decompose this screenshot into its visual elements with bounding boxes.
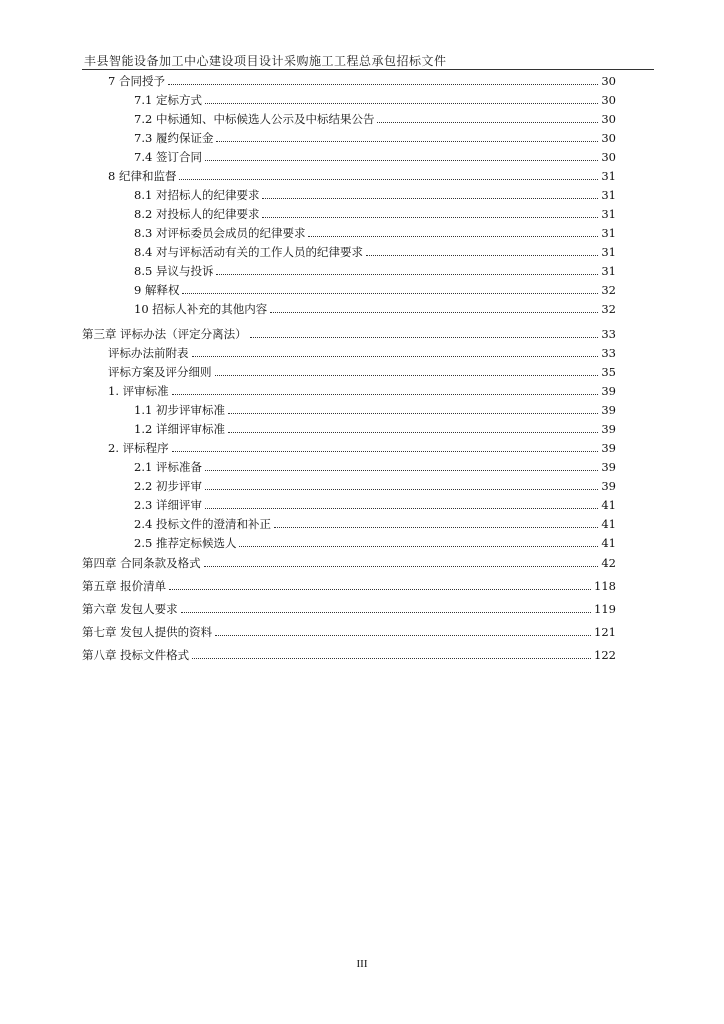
toc-entry[interactable]	[108, 72, 616, 90]
toc-entry[interactable]	[108, 363, 616, 381]
toc-entry-page: 39	[601, 403, 616, 417]
toc-entry-page: 121	[594, 625, 616, 639]
toc-dot-leader	[204, 566, 599, 567]
toc-entry-title: 第五章 报价清单	[82, 579, 167, 593]
toc-entry[interactable]	[134, 243, 616, 261]
toc-entry-title: 7 合同授予	[108, 74, 165, 88]
toc-dot-leader	[228, 432, 598, 433]
toc-entry[interactable]	[82, 325, 616, 343]
toc-entry-page: 41	[601, 498, 616, 512]
toc-entry[interactable]	[82, 623, 616, 641]
toc-entry[interactable]	[134, 496, 616, 514]
toc-dot-leader	[250, 337, 599, 338]
toc-entry-page: 39	[601, 441, 616, 455]
toc-entry-title: 2.2 初步评审	[134, 479, 202, 493]
toc-entry[interactable]	[134, 534, 616, 552]
toc-entry-title: 8.5 异议与投诉	[134, 264, 214, 278]
toc-dot-leader	[172, 394, 599, 395]
toc-entry[interactable]	[134, 148, 616, 166]
toc-dot-leader	[215, 635, 591, 636]
toc-entry-page: 39	[601, 422, 616, 436]
toc-entry[interactable]	[108, 439, 616, 457]
toc-entry-page: 31	[601, 264, 616, 278]
toc-entry-title: 8.2 对投标人的纪律要求	[134, 207, 260, 221]
toc-dot-leader	[192, 356, 599, 357]
toc-entry-page: 31	[601, 226, 616, 240]
toc-dot-leader	[274, 527, 598, 528]
toc-entry-page: 122	[594, 648, 616, 662]
toc-entry-page: 30	[601, 93, 616, 107]
toc-dot-leader	[169, 589, 591, 590]
toc-entry-title: 1.1 初步评审标准	[134, 403, 225, 417]
toc-entry[interactable]	[134, 205, 616, 223]
toc-dot-leader	[308, 236, 598, 237]
toc-entry[interactable]	[134, 281, 616, 299]
toc-entry[interactable]	[134, 224, 616, 242]
toc-entry-title: 7.3 履约保证金	[134, 131, 214, 145]
toc-entry[interactable]	[134, 477, 616, 495]
toc-entry-title: 8.3 对评标委员会成员的纪律要求	[134, 226, 306, 240]
toc-entry-page: 33	[601, 346, 616, 360]
toc-entry[interactable]	[108, 382, 616, 400]
toc-entry-title: 2.4 投标文件的澄清和补正	[134, 517, 271, 531]
toc-dot-leader	[262, 217, 598, 218]
toc-dot-leader	[270, 312, 598, 313]
toc-entry-title: 7.2 中标通知、中标候选人公示及中标结果公告	[134, 112, 375, 126]
toc-entry-title: 1.2 详细评审标准	[134, 422, 225, 436]
toc-dot-leader	[172, 451, 599, 452]
toc-entry[interactable]	[134, 401, 616, 419]
toc-entry[interactable]	[134, 515, 616, 533]
toc-entry-page: 33	[601, 327, 616, 341]
toc-entry-title: 2.3 详细评审	[134, 498, 202, 512]
toc-dot-leader	[181, 612, 591, 613]
toc-entry[interactable]	[134, 420, 616, 438]
toc-entry-page: 30	[601, 74, 616, 88]
toc-dot-leader	[366, 255, 598, 256]
toc-entry-page: 32	[601, 302, 616, 316]
toc-dot-leader	[215, 375, 599, 376]
toc-entry[interactable]	[134, 262, 616, 280]
toc-entry-page: 31	[601, 207, 616, 221]
toc-dot-leader	[205, 508, 598, 509]
toc-dot-leader	[205, 489, 598, 490]
toc-entry-title: 8 纪律和监督	[108, 169, 177, 183]
toc-entry-title: 评标办法前附表	[108, 346, 189, 360]
toc-dot-leader	[179, 179, 598, 180]
header-rule	[82, 69, 654, 70]
toc-entry-page: 35	[601, 365, 616, 379]
toc-entry-page: 118	[594, 579, 616, 593]
toc-entry-page: 42	[601, 556, 616, 570]
toc-entry[interactable]	[134, 110, 616, 128]
toc-entry[interactable]	[108, 344, 616, 362]
toc-entry-page: 41	[601, 517, 616, 531]
toc-entry-title: 10 招标人补充的其他内容	[134, 302, 268, 316]
toc-entry[interactable]	[134, 186, 616, 204]
toc-entry[interactable]	[134, 458, 616, 476]
toc-entry-page: 119	[594, 602, 616, 616]
toc-dot-leader	[205, 470, 598, 471]
toc-entry-title: 7.1 定标方式	[134, 93, 202, 107]
toc-entry-page: 30	[601, 131, 616, 145]
toc-entry-page: 32	[601, 283, 616, 297]
toc-entry-title: 1. 评审标准	[108, 384, 169, 398]
toc-entry[interactable]	[134, 300, 616, 318]
toc-entry-title: 2. 评标程序	[108, 441, 169, 455]
toc-entry[interactable]	[134, 129, 616, 147]
toc-dot-leader	[216, 141, 598, 142]
toc-entry-title: 第六章 发包人要求	[82, 602, 178, 616]
toc-entry[interactable]	[108, 167, 616, 185]
toc-entry-page: 30	[601, 112, 616, 126]
toc-entry-page: 39	[601, 460, 616, 474]
toc-entry-title: 9 解释权	[134, 283, 180, 297]
toc-entry[interactable]	[82, 577, 616, 595]
toc-entry-title: 8.1 对招标人的纪律要求	[134, 188, 260, 202]
toc-entry-title: 2.5 推荐定标候选人	[134, 536, 237, 550]
toc-entry-page: 30	[601, 150, 616, 164]
toc-entry-page: 39	[601, 479, 616, 493]
toc-entry-title: 7.4 签订合同	[134, 150, 202, 164]
toc-entry-page: 31	[601, 245, 616, 259]
toc-entry-title: 8.4 对与评标活动有关的工作人员的纪律要求	[134, 245, 363, 259]
toc-dot-leader	[205, 160, 598, 161]
toc-entry-page: 31	[601, 188, 616, 202]
toc-entry-title: 第八章 投标文件格式	[82, 648, 190, 662]
toc-entry[interactable]	[82, 554, 616, 572]
toc-entry-title: 第三章 评标办法（评定分离法）	[82, 327, 247, 341]
toc-entry-title: 评标方案及评分细则	[108, 365, 212, 379]
toc-dot-leader	[192, 658, 591, 659]
toc-dot-leader	[377, 122, 598, 123]
toc-entry[interactable]	[82, 600, 616, 618]
toc-entry-title: 第七章 发包人提供的资料	[82, 625, 213, 639]
toc-dot-leader	[205, 103, 598, 104]
toc-dot-leader	[228, 413, 598, 414]
toc-entry-title: 2.1 评标准备	[134, 460, 202, 474]
toc-dot-leader	[168, 84, 598, 85]
running-header: 丰县智能设备加工中心建设项目设计采购施工工程总承包招标文件	[84, 54, 447, 68]
toc-entry[interactable]	[82, 646, 616, 664]
toc-dot-leader	[216, 274, 598, 275]
toc-entry-title: 第四章 合同条款及格式	[82, 556, 201, 570]
page-number: III	[356, 958, 368, 970]
toc-entry-page: 41	[601, 536, 616, 550]
toc-entry-page: 39	[601, 384, 616, 398]
toc-dot-leader	[182, 293, 598, 294]
toc-dot-leader	[262, 198, 598, 199]
toc-entry[interactable]	[134, 91, 616, 109]
toc-dot-leader	[239, 546, 598, 547]
toc-entry-page: 31	[601, 169, 616, 183]
